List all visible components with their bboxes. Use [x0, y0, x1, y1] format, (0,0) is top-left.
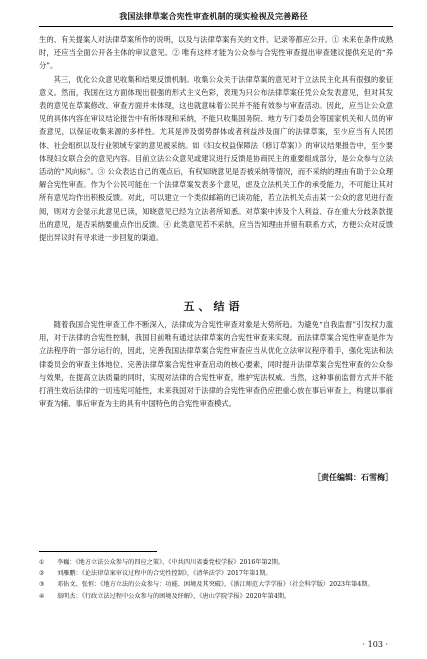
footnote-text: 邓佑文、张恒：《地方立法的公众参与：功能、困境及其突破》，《浙江师范大学学报》（社会科学版）2023年第4期。	[57, 581, 374, 589]
footnote-1	[39, 557, 393, 568]
footnote-2	[39, 568, 393, 579]
footnote-4	[39, 591, 393, 602]
footnote-rule	[39, 551, 157, 552]
footnote-number: ③	[39, 581, 45, 589]
footnotes	[39, 557, 393, 602]
page-number: · 103 ·	[362, 640, 388, 649]
footnote-number: ④	[39, 592, 45, 600]
running-header: 我国法律草案合宪性审查机制的现实检视及完善路径	[119, 11, 308, 21]
responsible-editor: ［责任编辑：石雪梅］	[313, 472, 393, 482]
paragraph-conclusion: 随着我国合宪性审查工作不断深入，法律成为合宪性审查对象是大势所趋。为避免“自我监督”引发权力滥用，对于法律的合宪性控制，我国目前唯有通过法律草案的合宪性审查来实现。而法律草案合宪性审查是作为立法程序的一部分运行的，因此，完善我国法律草案合宪性审查应当从优化立法审议程序着手，强化宪法和法律委员会的审查主体地位、完善法律草案合宪性审查启动的核心要素，同时提升法律草案合宪性审查的公众参与效果，在提高立法质量的同时，实现对法律的合宪性审查，维护宪法权威。当然，这种事前监督方式并不能打消生效后法律的一切违宪可能性，未来我国对于法律的合宪性审查仍应把重心放在事后审查上，构建以事前审查为辅、事后审查为主的具有中国特色的合宪性审查模式。	[39, 320, 393, 409]
conclusion-text	[39, 318, 393, 410]
paragraph-feedback-mechanism: 其三，优化公众意见收集和结果反馈机制。收集公众关于法律草案的意见对于立法民主化具有很强的象征意义。然而，我国在这方面体现出很强的形式主义色彩，表现为只公布法律草案任凭公众发表意见，但对其发表的意见在草案修改、审查方面并未体现，这也就意味着公民并不能有效参与审查活动。因此，应当让公众意见的具体内容在审议结论报告中有所体现和采纳，不能只收集国务院、地方专门委员会等国家机关和人员的审查意见，以保证收集来源的多样性。尤其是涉及弱势群体或者利益涉及面广的法律草案，至少应当有人民团体、社会组织以及行业领域专家的意见被采纳。如《妇女权益保障法（修订草案）》的审议结果报告中，至少要体现妇女联合会的意见内容。目前立法公众意见或建议进行反馈是协商民主的重要组成部分，是公众参与立法活动的“风向标”。③ 公众表达自己的观点后，有权知晓意见是否被采纳等情况，而不采纳的理由有助于公众理解合宪性审查。作为个公民可能在一个法律草案发表多个意见，虑及立法机关工作的承受能力，不可能让其对所有意见均作出积极反馈。对此，可以建立一个类似邮箱的已读功能，若立法机关点击某一公众的意见进行查阅，则对方会显示此意见已读，知晓意见已经为立法者所知悉。对草案中涉及个人利益、存在重大分歧条款提出的意见，是否采纳要重点作出反馈。④ 此类意见若不采纳，应当告知理由并留有联系方式，方便公众对反馈提出异议时有寻求进一步回复的渠道。	[39, 74, 393, 243]
footnote-text: 刘雁鹏：《论法律草案审议过程中的合宪性控制》，《清华法学》2017年第1期。	[57, 570, 272, 578]
body-text	[39, 33, 393, 244]
footnote-number: ②	[39, 570, 45, 578]
footnote-3	[39, 579, 393, 590]
section-heading: 五、结语	[183, 300, 244, 313]
paragraph-continued: 生的、有关提案人对法律草案所作的说明，以及与法律草案有关的文件、记录等都应公开。① 未来在条件成熟时，还应当全面公开各主体的审议意见。② 唯有这样才能为公众参与合宪性审查提出审查建议提供充足的“养分”。	[39, 35, 393, 71]
footnote-text: 翁明杰：《行政立法过程中公众参与的困境及纾解》，《唐山学院学报》2020年第4期。	[57, 592, 291, 600]
footnote-text: 李巍：《地方立法公众参与的四应之策》，《中共四川省委党校学报》2016年第2期。	[57, 559, 284, 566]
header-rule	[39, 26, 393, 27]
footnote-number: ①	[39, 559, 45, 566]
